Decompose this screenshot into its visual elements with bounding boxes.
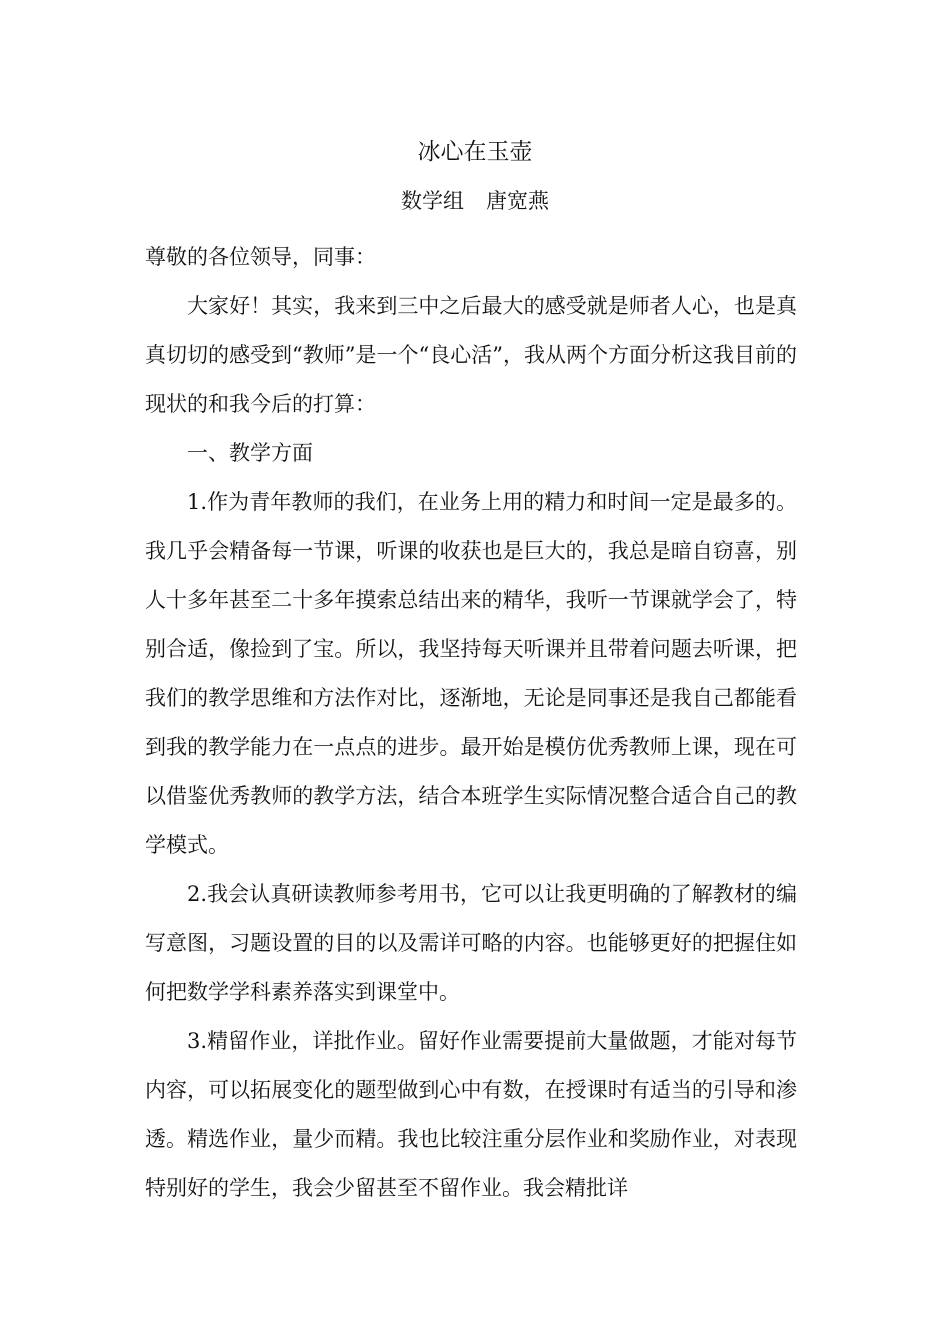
salutation: 尊敬的各位领导，同事： xyxy=(145,245,376,269)
author-name: 唐宽燕 xyxy=(486,189,549,213)
section-heading: 一、教学方面 xyxy=(187,441,313,465)
paragraph: 1.作为青年教师的我们，在业务上用的精力和时间一定是最多的。我几乎会精备每一节课，听课的收获也是巨大的，我总是暗自窃喜，别人十多年甚至二十多年摸索总结出来的精华，我听一节课就学会了，特别合适，像捡到了宝。所以，我坚持每天听课并且带着问题去听课，把我们的教学思维和方法作对比，逐渐地，无论是同事还是我自己都能看到我的教学能力在一点点的进步。最开始是模仿优秀教师上课，现在可以借鉴优秀教师的教学方法，结合本班学生实际情况整合适合自己的教学模式。 xyxy=(145,490,797,857)
paragraph: 3.精留作业，详批作业。留好作业需要提前大量做题，才能对每节内容，可以拓展变化的题型做到心中有数，在授课时有适当的引导和渗透。精选作业，量少而精。我也比较注重分层作业和奖励作业，对表现特别好的学生，我会少留甚至不留作业。我会精批详 xyxy=(145,1029,797,1200)
document-title: 冰心在玉壶 xyxy=(417,139,533,165)
document-body xyxy=(145,233,797,1213)
paragraph: 2.我会认真研读教师参考用书，它可以让我更明确的了解教材的编写意图，习题设置的目的以及需详可略的内容。也能够更好的把握住如何把数学学科素养落实到课堂中。 xyxy=(145,882,797,1004)
author-group: 数学组 xyxy=(401,189,464,213)
document-author-line xyxy=(0,184,950,218)
paragraph: 大家好！其实，我来到三中之后最大的感受就是师者人心，也是真真切切的感受到“教师”是一个“良心活”，我从两个方面分析这我目前的现状的和我今后的打算： xyxy=(145,294,797,416)
